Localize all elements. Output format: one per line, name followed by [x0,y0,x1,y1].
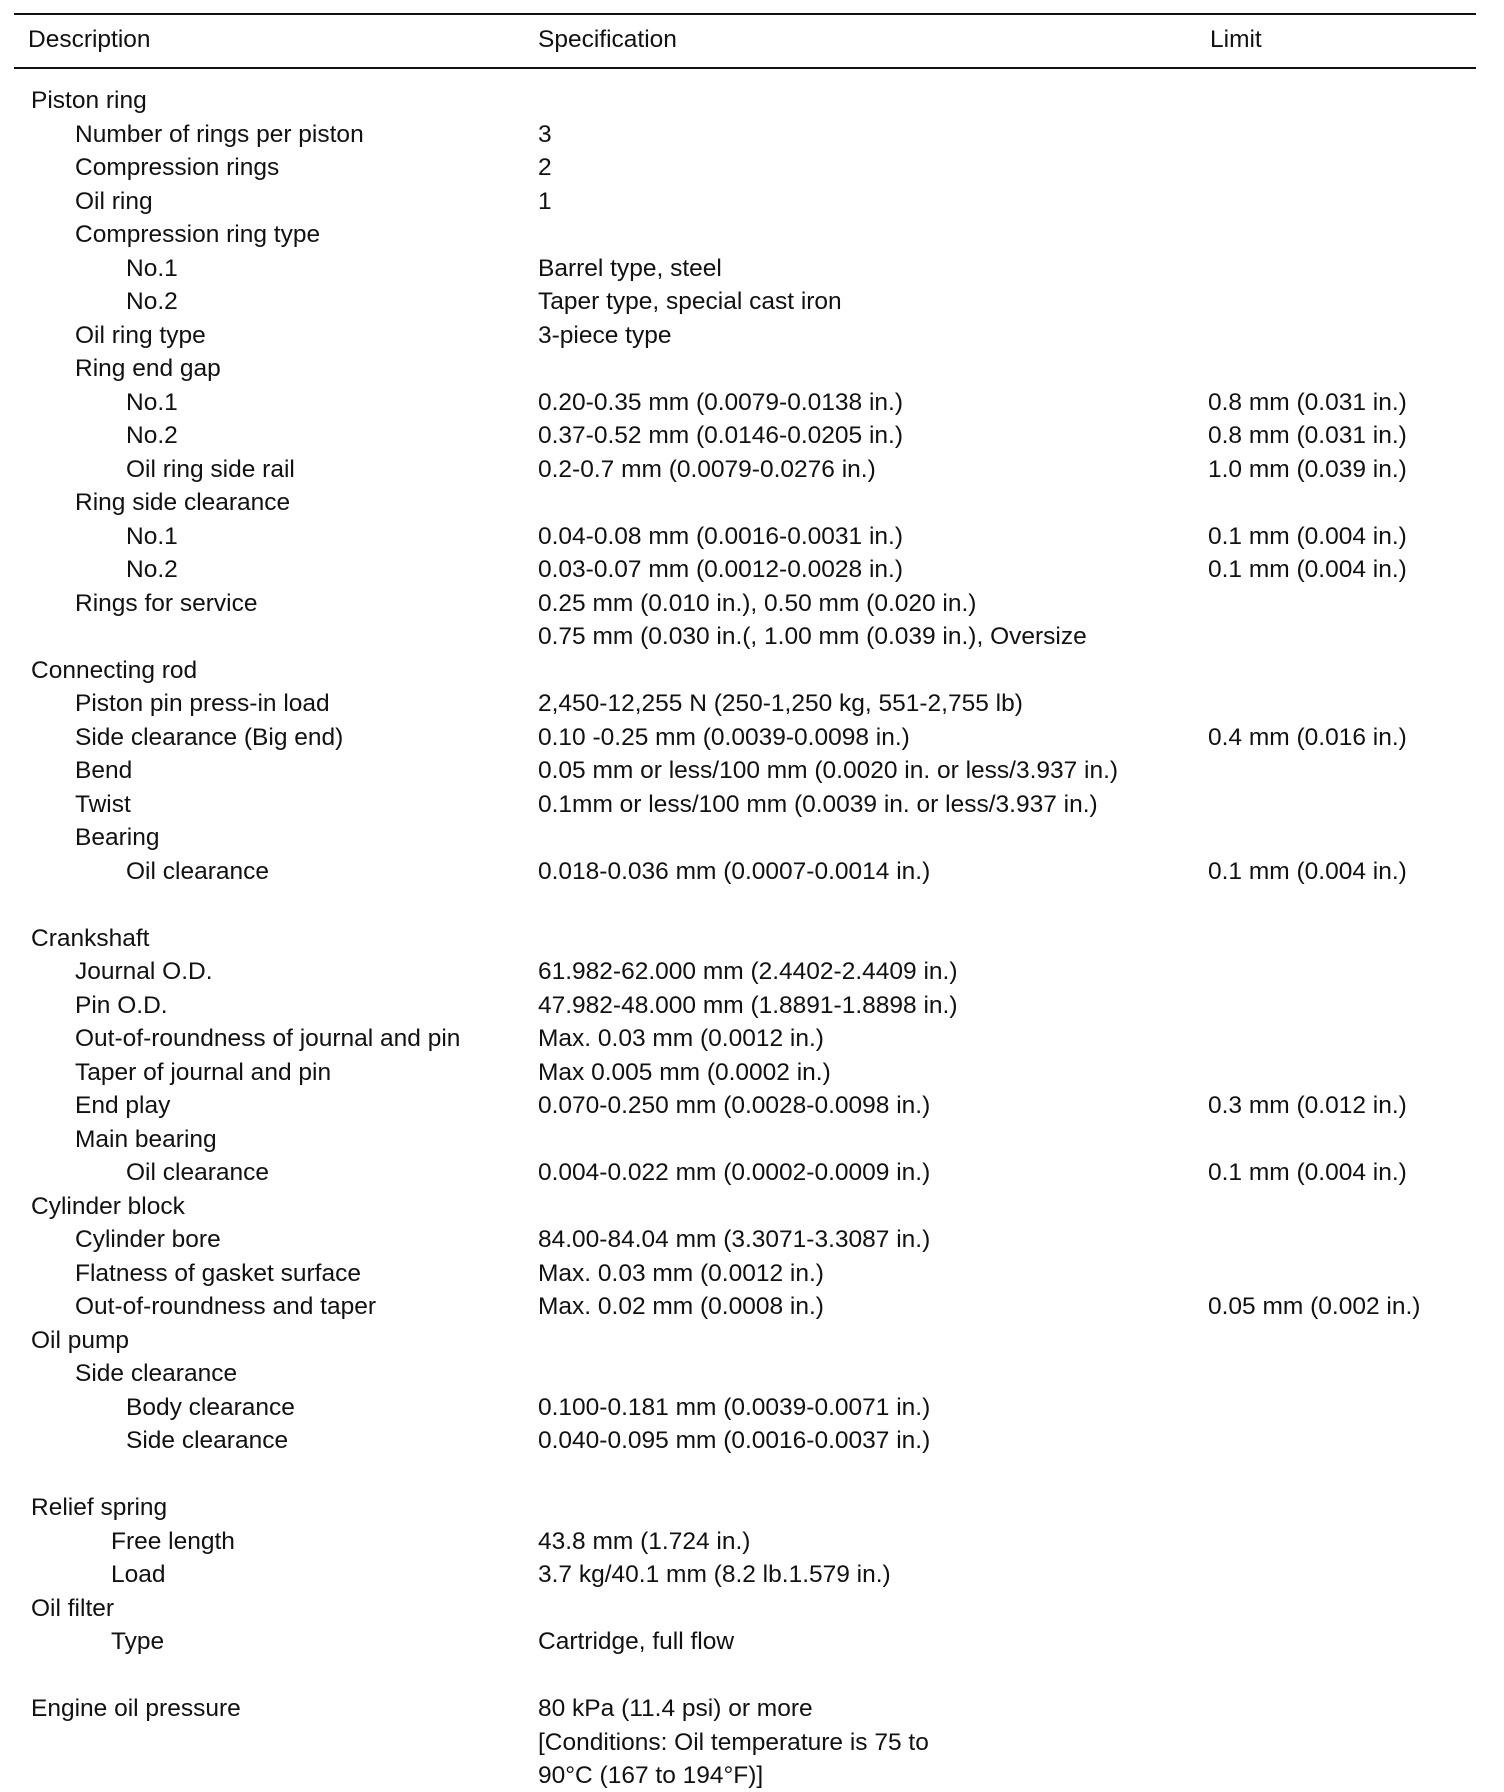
row-specification: 3.7 kg/40.1 mm (8.2 lb.1.579 in.) [538,1561,891,1588]
row-description: Cylinder block [31,1192,185,1220]
row-specification: Max. 0.03 mm (0.0012 in.) [538,1025,824,1052]
table-row [0,1424,1504,1457]
row-limit: 1.0 mm (0.039 in.) [1208,455,1407,483]
table-row [0,1357,1504,1390]
row-specification: 80 kPa (11.4 psi) or more [538,1695,813,1722]
row-specification: 0.03-0.07 mm (0.0012-0.0028 in.) [538,556,903,583]
row-specification: 43.8 mm (1.724 in.) [538,1527,751,1555]
row-limit: 0.1 mm (0.004 in.) [1208,857,1407,885]
header-limit: Limit [1210,26,1262,53]
row-limit: 0.05 mm (0.002 in.) [1208,1293,1421,1320]
row-description: Side clearance (Big end) [75,723,344,751]
row-specification: 0.25 mm (0.010 in.), 0.50 mm (0.020 in.) [538,589,977,617]
row-description: No.1 [126,388,178,416]
table-row [0,1525,1504,1558]
row-description: Piston pin press-in load [75,690,330,717]
row-limit: 0.8 mm (0.031 in.) [1208,422,1407,449]
table-row [0,386,1504,419]
row-description: Oil ring type [75,321,206,349]
row-description: Oil pump [31,1326,130,1354]
row-description: Engine oil pressure [31,1695,241,1722]
header-specification: Specification [538,26,677,53]
row-description: Relief spring [31,1494,168,1521]
row-description: Cylinder bore [75,1226,221,1253]
row-specification: 0.05 mm or less/100 mm (0.0020 in. or less/3.937 in.) [538,757,1119,784]
row-description: No.1 [126,254,178,282]
row-specification: 1 [538,187,552,215]
table-row [0,1391,1504,1424]
table-row [0,1558,1504,1591]
table-row [0,1223,1504,1256]
table-row [0,1692,1504,1725]
row-specification: 2 [538,154,552,181]
table-row [0,1022,1504,1055]
table-row [0,1290,1504,1323]
row-specification: Taper type, special cast iron [538,288,842,315]
row-description: Journal O.D. [75,958,213,985]
table-row [0,151,1504,184]
table-row [0,1491,1504,1524]
table-row [0,1324,1504,1357]
row-description: Type [111,1628,165,1655]
row-description: Bend [75,757,133,784]
row-limit: 0.1 mm (0.004 in.) [1208,556,1407,583]
table-row [0,955,1504,988]
row-description: Oil clearance [126,857,269,885]
header-description: Description [28,26,151,53]
row-specification: Cartridge, full flow [538,1628,735,1655]
row-description: Body clearance [126,1393,295,1421]
table-row [0,319,1504,352]
table-row [0,1458,1504,1491]
table-row [0,721,1504,754]
table-row [0,788,1504,821]
row-description: Out-of-roundness and taper [75,1293,376,1320]
table-row [0,922,1504,955]
table-top-rule [14,13,1476,15]
row-description: No.1 [126,522,178,550]
table-row [0,218,1504,251]
row-specification: Max. 0.03 mm (0.0012 in.) [538,1259,824,1287]
row-specification: 0.10 -0.25 mm (0.0039-0.0098 in.) [538,723,910,751]
table-row [0,654,1504,687]
row-description: No.2 [126,422,178,449]
row-limit: 0.3 mm (0.012 in.) [1208,1092,1407,1119]
row-description: Oil ring side rail [126,455,295,483]
row-specification: Max 0.005 mm (0.0002 in.) [538,1058,831,1086]
row-description: Piston ring [31,87,147,114]
row-description: Compression ring type [75,221,321,248]
table-row [0,520,1504,553]
row-description: Out-of-roundness of journal and pin [75,1025,461,1052]
row-specification: 0.20-0.35 mm (0.0079-0.0138 in.) [538,388,903,416]
row-description: Ring side clearance [75,489,291,516]
row-description: Connecting rod [31,656,198,684]
table-row [0,84,1504,117]
table-row [0,252,1504,285]
row-description: No.2 [126,556,178,583]
table-row [0,1056,1504,1089]
row-description: Crankshaft [31,924,150,952]
row-description: Load [111,1561,166,1588]
row-specification: 0.004-0.022 mm (0.0002-0.0009 in.) [538,1159,931,1186]
table-row [0,1759,1504,1792]
row-specification: 90°C (167 to 194°F)] [538,1762,764,1789]
row-description: Side clearance [126,1427,289,1454]
table-row [0,1190,1504,1223]
row-specification: 0.040-0.095 mm (0.0016-0.0037 in.) [538,1427,931,1454]
row-description: Bearing [75,824,160,851]
row-description: Taper of journal and pin [75,1058,332,1086]
row-description: Oil clearance [126,1159,269,1186]
table-row [0,620,1504,653]
row-description: Twist [75,790,131,818]
row-description: Main bearing [75,1125,217,1153]
table-row [0,1089,1504,1122]
table-row [0,687,1504,720]
row-specification: 0.018-0.036 mm (0.0007-0.0014 in.) [538,857,931,885]
row-description: No.2 [126,288,178,315]
table-row [0,821,1504,854]
table-row [0,1659,1504,1692]
table-header-rule [14,67,1476,69]
table-row [0,1726,1504,1759]
row-description: Ring end gap [75,355,221,382]
row-specification: 0.1mm or less/100 mm (0.0039 in. or less/3.937 in.) [538,790,1098,818]
row-description: End play [75,1092,171,1119]
row-description: Number of rings per piston [75,120,364,148]
row-specification: 61.982-62.000 mm (2.4402-2.4409 in.) [538,958,958,985]
row-description: Oil filter [31,1594,115,1622]
row-specification: Max. 0.02 mm (0.0008 in.) [538,1293,824,1320]
table-row [0,754,1504,787]
table-row [0,888,1504,921]
table-row [0,1156,1504,1189]
table-row [0,352,1504,385]
table-row [0,1123,1504,1156]
table-row [0,587,1504,620]
row-description: Rings for service [75,589,258,617]
row-description: Compression rings [75,154,280,181]
row-specification: Barrel type, steel [538,254,722,282]
table-row [0,1625,1504,1658]
row-limit: 0.8 mm (0.031 in.) [1208,388,1407,416]
row-specification: 3 [538,120,552,148]
table-row [0,553,1504,586]
row-description: Flatness of gasket surface [75,1259,361,1287]
table-row [0,118,1504,151]
table-row [0,486,1504,519]
row-specification: 2,450-12,255 N (250-1,250 kg, 551-2,755 lb) [538,690,1023,717]
row-description: Free length [111,1527,235,1555]
row-specification: 3-piece type [538,321,672,349]
row-specification: 84.00-84.04 mm (3.3071-3.3087 in.) [538,1226,931,1253]
table-row [0,185,1504,218]
row-description: Pin O.D. [75,991,168,1019]
row-description: Side clearance [75,1360,238,1387]
row-specification: 0.04-0.08 mm (0.0016-0.0031 in.) [538,522,903,550]
table-row [0,855,1504,888]
table-row [0,1592,1504,1625]
row-limit: 0.1 mm (0.004 in.) [1208,522,1407,550]
row-specification: 0.75 mm (0.030 in.(, 1.00 mm (0.039 in.), Oversize [538,623,1087,650]
table-row [0,1257,1504,1290]
table-row [0,453,1504,486]
row-specification: 0.100-0.181 mm (0.0039-0.0071 in.) [538,1393,931,1421]
table-row [0,989,1504,1022]
row-specification: 0.070-0.250 mm (0.0028-0.0098 in.) [538,1092,931,1119]
table-row [0,419,1504,452]
row-specification: [Conditions: Oil temperature is 75 to [538,1728,929,1756]
row-description: Oil ring [75,187,153,215]
row-limit: 0.4 mm (0.016 in.) [1208,723,1407,751]
row-specification: 0.37-0.52 mm (0.0146-0.0205 in.) [538,422,903,449]
row-specification: 0.2-0.7 mm (0.0079-0.0276 in.) [538,455,876,483]
row-specification: 47.982-48.000 mm (1.8891-1.8898 in.) [538,991,958,1019]
row-limit: 0.1 mm (0.004 in.) [1208,1159,1407,1186]
table-row [0,285,1504,318]
